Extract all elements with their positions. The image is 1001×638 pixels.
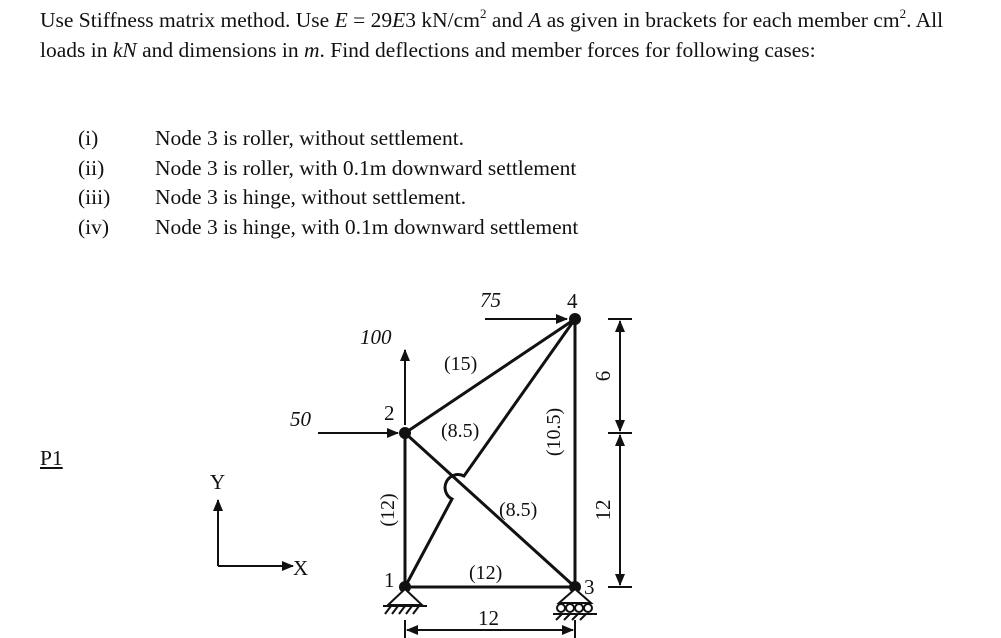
applied-loads (318, 319, 567, 433)
load-label-75: 75 (480, 288, 501, 312)
dimension-label-horizontal: 12 (478, 606, 499, 630)
statement-text: 3 kN/cm (405, 8, 480, 32)
y-axis-label: Y (210, 470, 226, 494)
case-text: Node 3 is hinge, with 0.1m downward settlement (155, 214, 579, 239)
case-number: (iv) (78, 214, 110, 239)
case-text: Node 3 is roller, with 0.1m downward settlement (155, 155, 577, 180)
case-number: (iii) (78, 185, 111, 209)
area-label-member-3-4: (10.5) (543, 407, 565, 457)
node-4 (569, 313, 581, 325)
statement-text: . Find deflections and member forces for following cases: (319, 37, 816, 62)
area-label-member-2-3: (8.5) (499, 499, 538, 521)
area-label-member-2-4: (15) (444, 353, 478, 375)
node-2 (399, 427, 411, 439)
node-label-2: 2 (384, 401, 395, 425)
hinge-support-icon (383, 589, 427, 614)
m-unit: m (303, 37, 320, 62)
statement-text: = 29 (347, 8, 393, 32)
load-label-50: 50 (290, 407, 311, 431)
case-number: (ii) (78, 155, 105, 180)
case-number: (i) (78, 126, 99, 150)
node-label-1: 1 (384, 568, 395, 592)
x-axis-label: X (293, 556, 309, 580)
case-text: Node 3 is hinge, without settlement. (155, 185, 467, 209)
vertical-dimension (608, 319, 632, 587)
kn-unit: kN (112, 37, 137, 62)
e-exponent-symbol: E (392, 8, 406, 32)
area-label-member-1-4: (8.5) (441, 420, 480, 442)
problem-label: P1 (40, 446, 63, 470)
a-symbol: A (528, 8, 542, 32)
statement-text: and (486, 8, 529, 32)
statement-text: Use Stiffness matrix method. Use (40, 8, 335, 32)
e-symbol: E (334, 8, 348, 32)
area-label-member-1-3: (12) (469, 562, 503, 584)
superscript: 2 (899, 6, 907, 21)
statement-text: and dimensions in (136, 37, 304, 62)
node-label-4: 4 (567, 289, 578, 313)
dimension-label-vertical-upper: 6 (591, 370, 615, 382)
superscript: 2 (479, 6, 487, 21)
statement-text: as given in brackets for each member cm (541, 8, 900, 32)
statement-text: . All loads in (40, 8, 944, 62)
dimension-label-vertical-lower: 12 (591, 499, 615, 521)
load-label-100: 100 (360, 325, 392, 349)
coordinate-axes (210, 470, 308, 580)
case-text: Node 3 is roller, without settlement. (155, 126, 465, 150)
area-label-member-1-2: (12) (377, 493, 399, 527)
node-label-3: 3 (584, 575, 595, 599)
